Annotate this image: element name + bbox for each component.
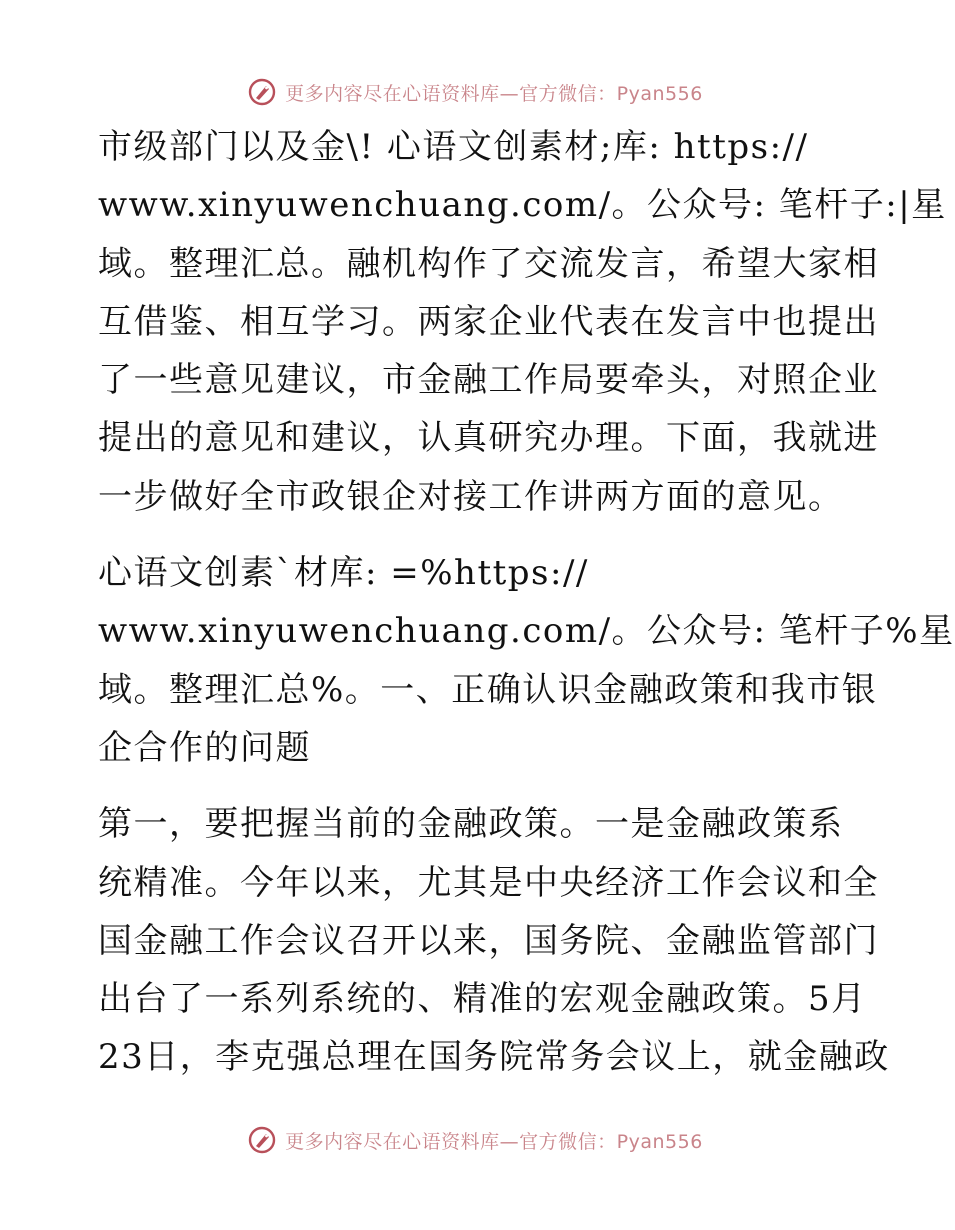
text-line: www.xinyuwenchuang.com/。公众号: 笔杆子%星 [98,611,955,652]
text-line: www.xinyuwenchuang.com/。公众号: 笔杆子:|星 [98,185,947,226]
text-line: 心语文创素`材库: =%https:// [98,553,589,594]
text-line: 一步做好全市政银企对接工作讲两方面的意见。 [98,476,844,517]
text-line: 了一些意见建议，市金融工作局要牵头，对照企业 [98,360,879,401]
text-line: 域。整理汇总。融机构作了交流发言，希望大家相 [98,243,879,284]
watermark-text: 更多内容尽在心语资料库—官方微信：Pyan556 [285,1130,703,1153]
pen-nib-seal-icon [247,1125,277,1155]
text-line: 23日，李克强总理在国务院常务会议上，就金融政 [98,1037,890,1078]
text-line: 企合作的问题 [98,727,311,768]
document-body [98,118,955,1087]
text-line: 市级部门以及金\! 心语文创素材;库: https:// [98,127,809,167]
text-line: 互借鉴、相互学习。两家企业代表在发言中也提出 [98,301,879,342]
text-line: 国金融工作会议召开以来，国务院、金融监管部门 [98,920,879,961]
watermark-text: 更多内容尽在心语资料库—官方微信：Pyan556 [285,82,703,105]
text-line: 统精准。今年以来，尤其是中央经济工作会议和全 [98,862,879,903]
text-line: 出台了一系列系统的、精准的宏观金融政策。5月 [98,979,867,1020]
paragraph-3 [98,795,890,1086]
text-line: 第一，要把握当前的金融政策。一是金融政策系 [98,804,844,845]
text-line: 域。整理汇总%。一、正确认识金融政策和我市银 [98,669,878,710]
pen-nib-seal-icon [247,77,277,107]
paragraph-1 [98,118,947,526]
paragraph-2 [98,544,955,777]
header-watermark [0,72,950,112]
text-line: 提出的意见和建议，认真研究办理。下面，我就进 [98,418,879,459]
footer-watermark [0,1120,950,1160]
